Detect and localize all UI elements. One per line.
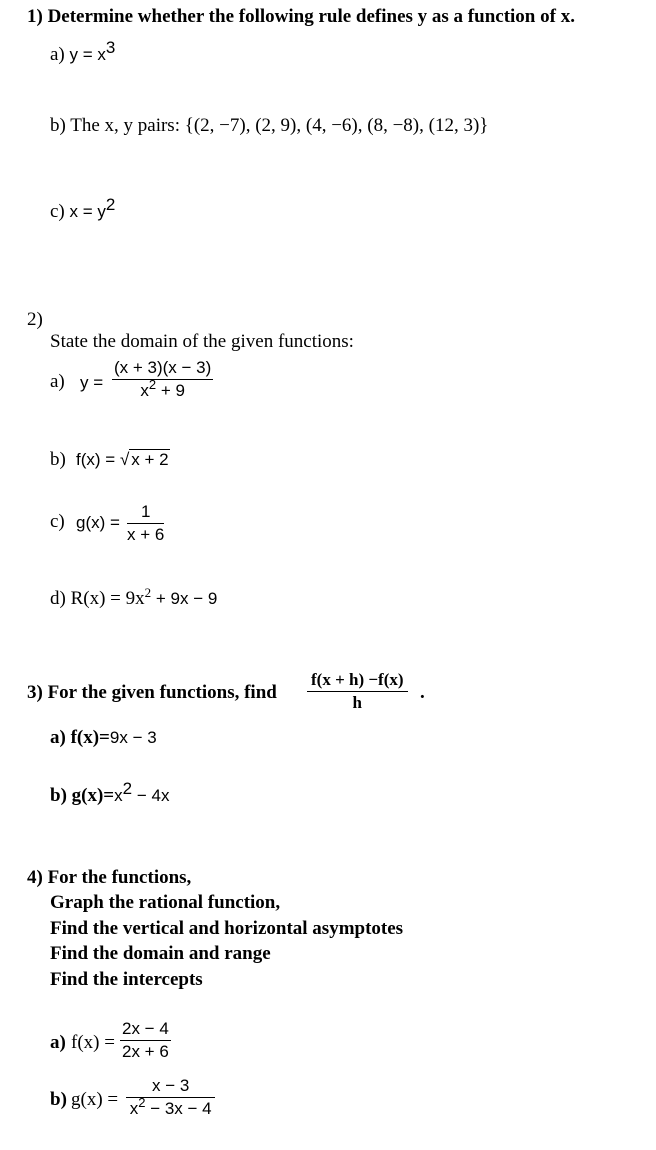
q4b-label: b) xyxy=(50,1089,67,1110)
q1-heading: 1) Determine whether the following rule defines y as a function of x. xyxy=(27,6,575,27)
q2b-expression xyxy=(76,449,170,471)
q3-period: . xyxy=(420,682,425,703)
q2b-label: b) xyxy=(50,449,66,470)
q2c-denominator: x + 6 xyxy=(127,525,165,544)
q4a-lhs: f(x) = xyxy=(71,1032,115,1053)
q4b-numerator: x − 3 xyxy=(126,1076,215,1098)
q2c-numerator: 1 xyxy=(127,502,164,524)
q3a-label: a) f(x)= xyxy=(50,727,110,748)
sqrt-icon: √ xyxy=(119,450,130,469)
q4-line-intercepts: Find the intercepts xyxy=(50,969,203,990)
q3-denominator: h xyxy=(352,693,362,712)
q4-line-graph: Graph the rational function, xyxy=(50,892,281,913)
q4a-denominator: 2x + 6 xyxy=(122,1042,169,1061)
q2a-numerator: (x + 3)(x − 3) xyxy=(112,358,213,380)
q1c-item xyxy=(50,195,116,223)
q2d-exponent: 2 xyxy=(144,585,152,600)
q2a-den-exponent: 2 xyxy=(148,377,157,392)
q4b-denominator: $x^2 - 3x - 4$ xyxy=(129,1095,212,1118)
q2d-rest: + 9x − 9 xyxy=(155,589,218,608)
q4b-fraction xyxy=(126,1076,215,1119)
q3-numerator: f(x + h) −f(x) xyxy=(307,670,408,692)
q3b-rest: − 4x xyxy=(136,786,170,805)
q4a-fraction xyxy=(120,1019,171,1062)
q3b-exponent: 2 xyxy=(122,779,133,798)
q4a-label: a) xyxy=(50,1032,66,1053)
q2d-label: d) R(x) = 9x xyxy=(50,588,145,609)
q2c-lhs: g(x) = xyxy=(76,513,120,532)
q2a-fraction xyxy=(112,358,213,401)
q2-instruction: State the domain of the given functions: xyxy=(50,331,354,352)
q3b-base: x xyxy=(114,786,123,805)
q2b-lhs: f(x) = xyxy=(76,450,116,469)
q2c-label: c) xyxy=(50,511,65,532)
q2d-item xyxy=(50,585,218,610)
q1c-exponent: 2 xyxy=(105,195,116,214)
q1a-label: a) xyxy=(50,44,65,65)
q2c-fraction xyxy=(127,502,164,545)
q1a-exponent: 3 xyxy=(105,38,116,57)
q4-line-domain-range: Find the domain and range xyxy=(50,943,271,964)
q2-number: 2) xyxy=(27,309,43,330)
q2b-radicand: x + 2 xyxy=(131,450,169,469)
q1a-item xyxy=(50,38,116,66)
q2a-denominator: $x^2 + 9$ xyxy=(140,377,185,400)
q1a-expr: y = x xyxy=(69,45,106,64)
q2a-lhs: y = xyxy=(80,373,104,392)
q1b-item: b) The x, y pairs: {(2, −7), (2, 9), (4, −6), (8, −8), (12, 3)} xyxy=(50,115,489,136)
q4-line-asymptotes: Find the vertical and horizontal asymptotes xyxy=(50,918,404,939)
q2a-label: a) xyxy=(50,371,65,392)
q3b-item xyxy=(50,779,170,807)
q4b-den-exponent: 2 xyxy=(138,1095,146,1110)
q3a-expr: 9x − 3 xyxy=(109,728,157,747)
q3-heading: 3) For the given functions, find xyxy=(27,682,277,703)
q3-fraction xyxy=(307,670,408,713)
q4b-lhs: g(x) = xyxy=(71,1089,119,1110)
q4a-numerator: 2x − 4 xyxy=(120,1019,171,1041)
q4-heading: 4) For the functions, xyxy=(27,867,192,888)
q1c-label: c) xyxy=(50,201,65,222)
q3b-label: b) g(x)= xyxy=(50,785,115,806)
q1c-expr: x = y xyxy=(69,202,106,221)
q3a-item xyxy=(50,727,157,749)
